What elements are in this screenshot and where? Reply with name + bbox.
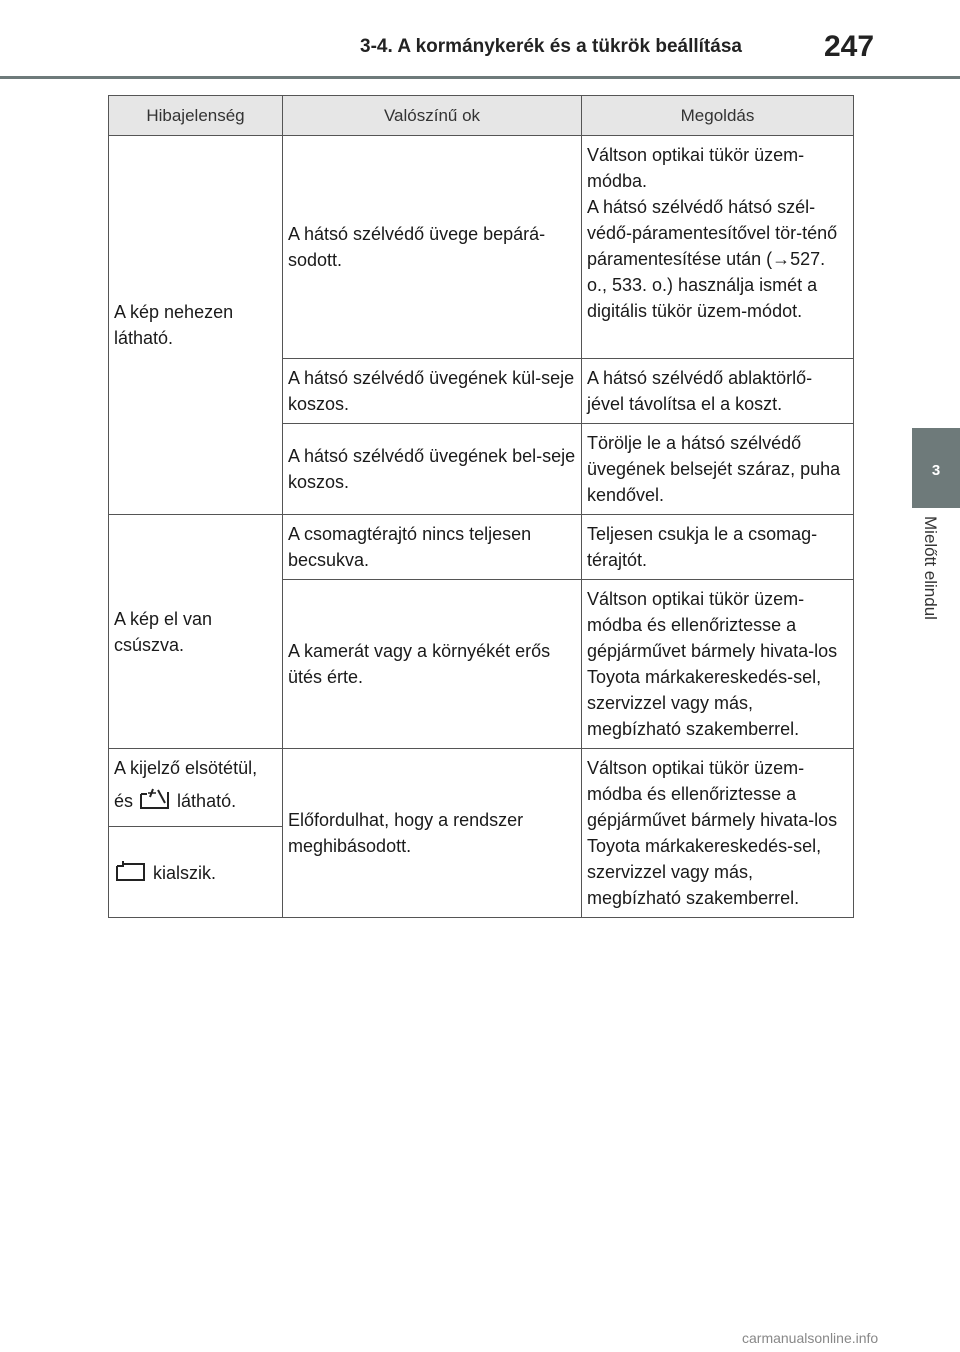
chapter-label: Mielőtt elindul — [921, 516, 940, 620]
page-number: 247 — [824, 30, 875, 63]
solution-cell: Törölje le a hátsó szélvédő üvegének belsejét száraz, puha kendővel. — [582, 424, 854, 515]
chapter-number: 3 — [931, 462, 941, 479]
solution-line: A hátsó szélvédő hátsó szél-védő-páramentesítővel tör-ténő páramentesítése után (→527. o., 533. o.) használja ismét a digitális tükör üzem-módot. — [587, 197, 838, 321]
solution-cell: Teljesen csukja le a csomag-térajtót. — [582, 515, 854, 580]
solution-cell: A hátsó szélvédő ablaktörlő-jével távolítsa el a koszt. — [582, 359, 854, 424]
cause-cell: A csomagtérajtó nincs teljesen becsukva. — [283, 515, 582, 580]
symptom-suffix: látható. — [177, 791, 237, 811]
cause-cell: A hátsó szélvédő üvege bepárá-sodott. — [283, 136, 582, 359]
symptom-line — [114, 787, 277, 814]
mirror-warning-icon — [138, 787, 172, 811]
solution-cell: Váltson optikai tükör üzem-módba és ellenőriztesse a gépjárművet bármely hivata-los Toyota márkakereskedés-sel, szervizzel vagy más, megbízható szakemberrel. — [582, 580, 854, 749]
table-header-row — [109, 96, 854, 136]
symptom-cell — [109, 827, 283, 918]
column-header-symptom: Hibajelenség — [109, 96, 283, 136]
solution-cell: Váltson optikai tükör üzem-módba és ellenőriztesse a gépjárművet bármely hivata-los Toyota márkakereskedés-sel, szervizzel vagy más, megbízható szakemberrel. — [582, 749, 854, 918]
table-row — [109, 515, 854, 580]
column-header-solution: Megoldás — [582, 96, 854, 136]
mirror-indicator-icon — [114, 859, 148, 883]
symptom-cell: A kép el van csúszva. — [109, 515, 283, 749]
section-title: 3-4. A kormánykerék és a tükrök beállítása — [360, 36, 742, 57]
solution-line: Váltson optikai tükör üzem-módba. — [587, 145, 805, 191]
table-row — [109, 136, 854, 359]
cause-cell: A kamerát vagy a környékét erős ütés érte. — [283, 580, 582, 749]
table-row — [109, 749, 854, 827]
cause-cell: Előfordulhat, hogy a rendszer meghibásodott. — [283, 749, 582, 918]
troubleshooting-table — [108, 95, 854, 918]
watermark: carmanualsonline.info — [742, 1330, 879, 1346]
symptom-prefix: és — [114, 791, 134, 811]
symptom-suffix: kialszik. — [153, 862, 217, 883]
chapter-tab — [912, 428, 960, 508]
cause-cell: A hátsó szélvédő üvegének bel-seje koszos. — [283, 424, 582, 515]
symptom-cell: A kép nehezen látható. — [109, 136, 283, 515]
header-divider — [0, 76, 960, 79]
symptom-line: A kijelző elsötétül, — [114, 758, 258, 778]
solution-cell — [582, 136, 854, 359]
symptom-cell — [109, 749, 283, 827]
cause-cell: A hátsó szélvédő üvegének kül-seje koszos. — [283, 359, 582, 424]
column-header-cause: Valószínű ok — [283, 96, 582, 136]
